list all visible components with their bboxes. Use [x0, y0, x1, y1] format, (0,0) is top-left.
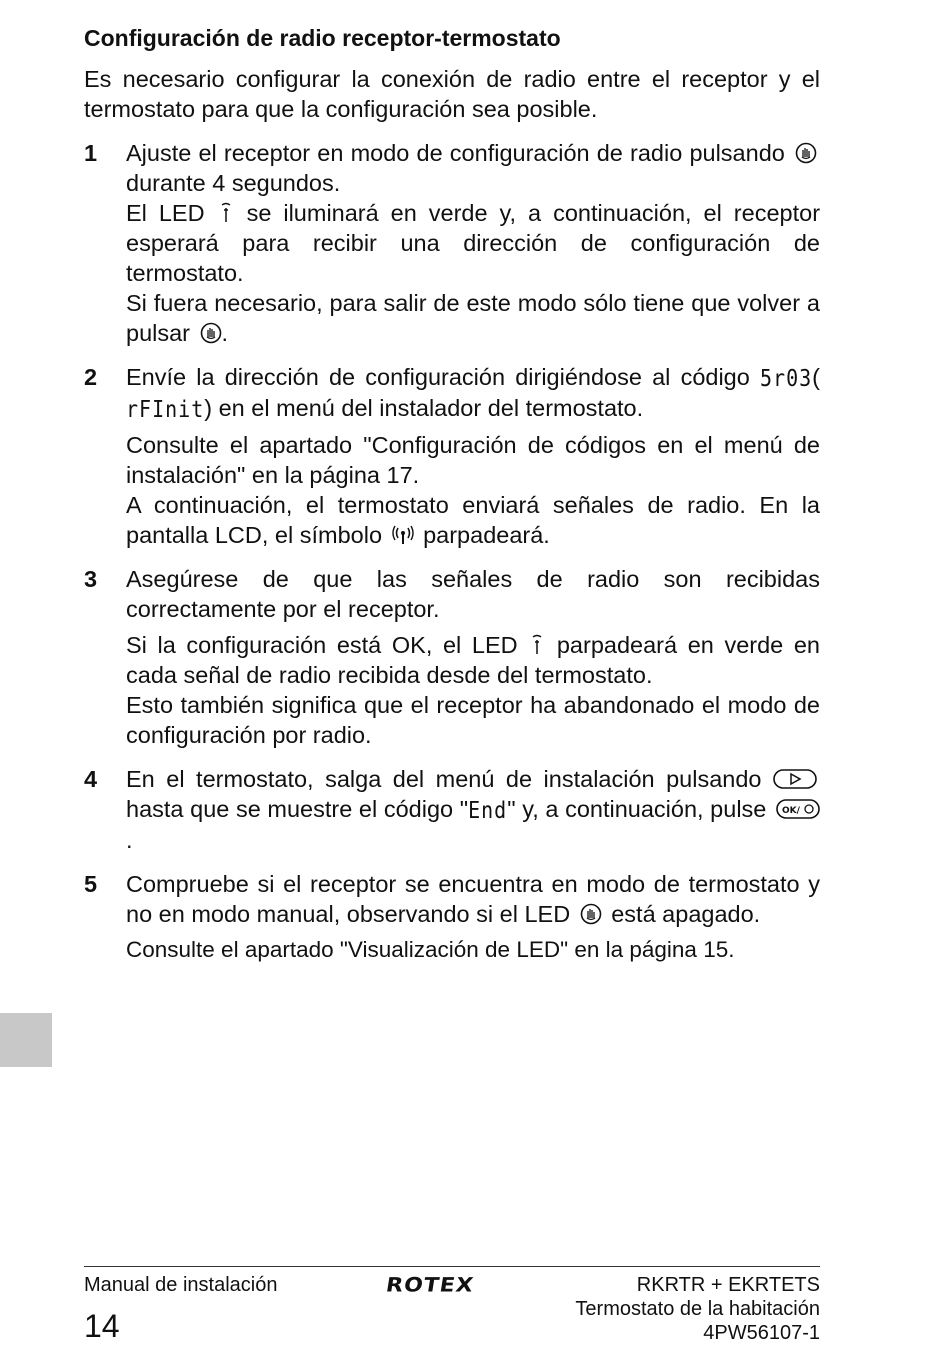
step-text: durante 4 segundos. — [126, 170, 341, 196]
step-number: 4 — [84, 766, 98, 792]
page-content — [84, 22, 820, 979]
step-text: Ajuste el receptor en modo de configuración de radio pulsando — [126, 140, 785, 166]
step-4 — [84, 764, 820, 855]
svg-text:OK/: OK/ — [782, 806, 800, 816]
step-1 — [84, 138, 820, 348]
brand-logo: ROTEX — [384, 1274, 476, 1297]
document-code: 4PW56107-1 — [703, 1322, 820, 1344]
product-subtitle: Termostato de la habitación — [575, 1298, 820, 1320]
product-name: RKRTR + EKRTETS — [636, 1274, 820, 1296]
step-3-mode-info: Esto también significa que el receptor ha abandonado el modo de configuración por radio. — [126, 692, 820, 748]
step-1-instruction — [126, 138, 820, 198]
step-4-instruction — [126, 764, 820, 855]
step-number: 2 — [84, 364, 98, 390]
step-text: parpadeará en verde en cada señal de radio recibida desde del termostato. — [126, 632, 820, 688]
step-number: 3 — [84, 566, 98, 592]
step-text: . — [221, 320, 229, 346]
step-text: El LED — [126, 200, 205, 226]
step-text: hasta que se muestre el código " — [126, 796, 469, 822]
lcd-code: 5r03 — [760, 364, 813, 392]
radio-signal-icon — [392, 524, 414, 546]
step-2-reference: Consulte el apartado "Configuración de códigos en el menú de instalación" en la página 17. — [126, 432, 820, 488]
step-1-exit-info — [126, 288, 820, 348]
footer-manual-title: Manual de instalación — [84, 1274, 278, 1296]
step-5 — [84, 869, 820, 965]
hand-button-icon — [795, 142, 817, 164]
step-5-instruction — [126, 869, 820, 929]
step-text: Si la configuración está OK, el LED — [126, 632, 518, 658]
step-text: Compruebe si el receptor se encuentra en modo de termostato y no en modo manual, observando si el LED — [126, 871, 820, 927]
step-3 — [84, 564, 820, 750]
arrow-button-icon — [773, 768, 817, 790]
step-text: . — [126, 827, 133, 853]
lcd-code: rFInit — [126, 395, 205, 423]
step-text: en el menú del instalador del termostato. — [218, 395, 644, 421]
antenna-led-icon — [220, 202, 232, 224]
step-number: 5 — [84, 871, 98, 897]
step-text: parpadeará. — [423, 522, 550, 548]
step-3-instruction: Asegúrese de que las señales de radio son recibidas correctamente por el receptor. — [126, 566, 820, 622]
page-number: 14 — [84, 1308, 120, 1344]
step-text: se iluminará en verde y, a continuación, el receptor esperará para recibir una dirección de configuración de termostato. — [126, 200, 821, 286]
step-number: 1 — [84, 140, 98, 166]
hand-button-icon — [580, 903, 602, 925]
step-3-ok-info — [126, 630, 820, 690]
step-text: está apagado. — [611, 901, 761, 927]
step-text: A continuación, el termostato enviará señales de radio. En la pantalla LCD, el símbolo — [126, 492, 820, 548]
step-text: En el termostato, salga del menú de instalación pulsando — [126, 766, 762, 792]
footer-divider — [84, 1266, 820, 1267]
step-text: " y, a continuación, pulse — [507, 796, 767, 822]
footer-product-info — [575, 1273, 820, 1345]
section-tab-marker — [0, 1013, 52, 1067]
step-text: Envíe la dirección de configuración dirigiéndose al código — [126, 364, 750, 390]
step-2-result — [126, 490, 820, 550]
lcd-code: End — [468, 796, 508, 824]
step-1-led-info — [126, 198, 820, 288]
ok-button-icon — [776, 798, 820, 820]
antenna-led-icon — [531, 634, 543, 656]
step-2 — [84, 362, 820, 550]
hand-button-icon — [200, 322, 222, 344]
step-5-reference: Consulte el apartado "Visualización de LED" en la página 15. — [126, 937, 735, 962]
section-title: Configuración de radio receptor-termostato — [84, 25, 561, 51]
step-2-instruction: Envíe la dirección de configuración dirigiéndose al código 5r03(rFInit) en el menú del instalador del termostato. — [126, 362, 820, 424]
step-text: Si fuera necesario, para salir de este modo sólo tiene que volver a pulsar — [126, 290, 820, 346]
intro-paragraph: Es necesario configurar la conexión de radio entre el receptor y el termostato para que la configuración sea posible. — [84, 66, 820, 122]
